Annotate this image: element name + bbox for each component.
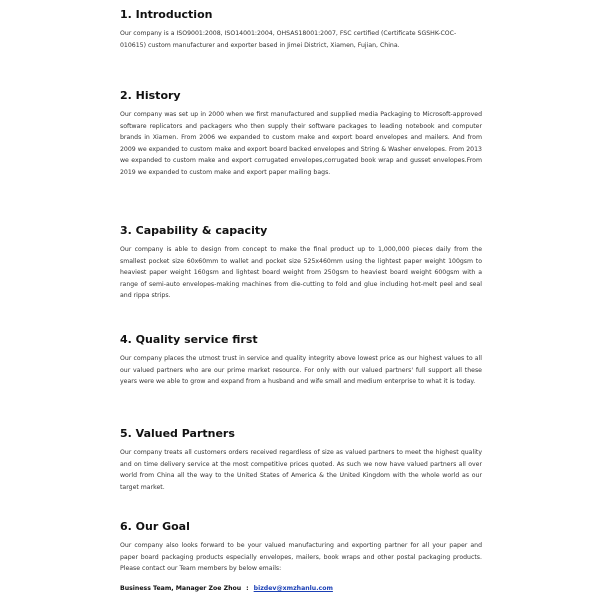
section-introduction [120, 8, 482, 51]
section-title: 6. Our Goal [120, 520, 190, 533]
section-body: Our company also looks forward to be your valued manufacturing and exporting partner for all your paper and paper board packaging products especially envelopes, mailers, book wraps and other postal packaging products. Please contact our Team members by below emails: [120, 542, 482, 572]
contact-separator: : [246, 585, 249, 592]
section-history [120, 89, 482, 178]
section-body: Our company treats all customers orders received regardless of size as valued partners to meet the highest quality and on time delivery service at the most competitive prices quoted. As such we now have valued partners all over world from China all the way to the United States of America & the United Kingdom with the whole world as our target market. [120, 449, 482, 491]
section-body: Our company is able to design from concept to make the final product up to 1,000,000 pieces daily from the smallest pocket size 60x60mm to wallet and pocket size 525x460mm using the lightest paper weight 100gsm to heaviest paper weight 160gsm and lightest board weight from 250gsm to heaviest board weight 600gsm with a range of semi-auto envelopes-making machines from die-cutting to fold and glue including hot-melt peel and seal and rippa strips. [120, 246, 482, 299]
contact-line [120, 585, 333, 592]
section-partners [120, 427, 482, 493]
section-capability [120, 224, 482, 302]
contact-email-link[interactable]: bizdev@xmzhanlu.com [253, 585, 333, 592]
section-body: Our company was set up in 2000 when we first manufactured and supplied media Packaging to Microsoft-approved software replicators and packagers who then supply their software packages to leading notebook and computer brands in Xiamen. From 2006 we expanded to custom make and export board envelopes and mailers. And from 2009 we expanded to custom make and export board backed envelopes and String & Washer envelopes. From 2013 we expanded to custom make and export corrugated envelopes,corrugated book wrap and gusset envelopes.From 2019 we expanded to custom make and export paper mailing bags. [120, 111, 482, 176]
section-title: 2. History [120, 89, 181, 102]
section-quality [120, 333, 482, 388]
section-title: 3. Capability & capacity [120, 224, 268, 237]
section-goal [120, 520, 482, 575]
section-title: 5. Valued Partners [120, 427, 235, 440]
section-body: Our company is a ISO9001:2008, ISO14001:2004, OHSAS18001:2007, FSC certified (Certificate SGSHK-COC-010615) custom manufacturer and exporter based in Jimei District, Xiamen, Fujian, China. [120, 30, 457, 49]
contact-label: Business Team, Manager Zoe Zhou [120, 585, 242, 592]
section-title: 4. Quality service first [120, 333, 258, 346]
section-title: 1. Introduction [120, 8, 213, 21]
section-body: Our company places the utmost trust in service and quality integrity above lowest price as our highest values to all our valued partners who are our prime market resource. For only with our valued partners' full support all these years were we able to grow and expand from a husband and wife small and medium enterprise to what it is today. [120, 355, 482, 385]
